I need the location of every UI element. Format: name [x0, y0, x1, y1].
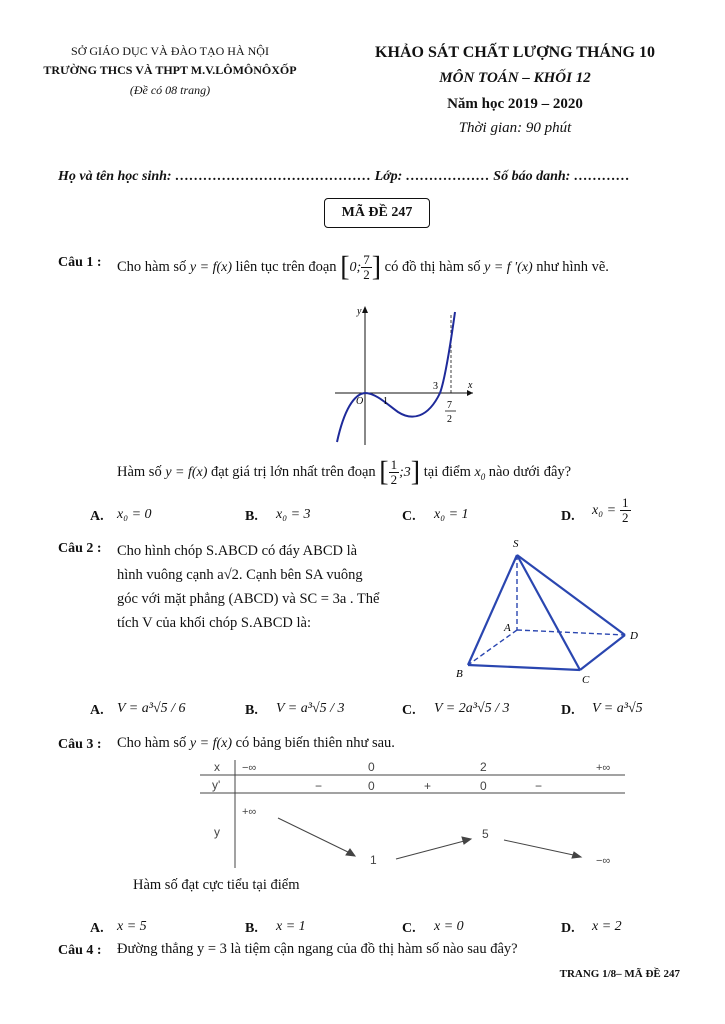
arrow-head-2	[462, 837, 471, 844]
arrow-head-3	[572, 852, 581, 858]
row-yp-label: y'	[212, 778, 221, 792]
x-label: x	[468, 380, 473, 391]
q3-opt-d[interactable]: x = 2	[592, 919, 622, 934]
tick-2: 2	[447, 414, 452, 425]
q1-follow-a: Hàm số	[117, 464, 162, 480]
y-val-pos-inf: +∞	[242, 806, 257, 818]
q1-follow: Hàm số y = f(x) đạt giá trị lớn nhất trên đoạn [ $\frac{1}{2}$ ;3] tại điểm $x_0$ nào dưới đây?	[117, 456, 572, 488]
tick-7: 7	[447, 400, 452, 411]
q2-opt-a-letter[interactable]: A.	[90, 703, 104, 718]
y-axis-arrow	[362, 306, 368, 313]
yp-sign-3: −	[535, 779, 543, 793]
q3-opt-d-letter[interactable]: D.	[561, 921, 575, 936]
q1-opt-b[interactable]: x₀ = 3	[276, 507, 311, 522]
q1-follow-c: tại điểm	[423, 464, 471, 480]
student-info-line: Họ và tên học sinh: …………………………………… Lớp: ……………… Số báo danh: …………	[58, 169, 630, 184]
tick-1: 1	[383, 396, 388, 407]
arrow-head-1	[346, 849, 355, 856]
q3-opt-c[interactable]: x = 0	[434, 919, 464, 934]
vertex-c: C	[582, 674, 590, 685]
q2-stem	[117, 539, 402, 635]
yp-zero-1: 0	[368, 779, 375, 793]
dept-name: SỞ GIÁO DỤC VÀ ĐÀO TẠO HÀ NỘI	[71, 44, 269, 58]
q2-line-1: Cho hình chóp S.ABCD có đáy ABCD là	[117, 543, 358, 559]
x-val-neg-inf: −∞	[242, 762, 257, 774]
q1-opt-d[interactable]: x₀ = $\frac{1}{2}$	[592, 495, 629, 525]
q3-opt-b[interactable]: x = 1	[276, 919, 306, 934]
q4-stem: Đường thẳng y = 3 là tiệm cận ngang của đồ thị hàm số nào sau đây?	[117, 941, 518, 957]
q3-opt-a[interactable]: x = 5	[117, 919, 147, 934]
edge-cd	[580, 635, 625, 670]
school-name: TRƯỜNG THCS VÀ THPT M.V.LÔMÔNÔXỐP	[43, 63, 297, 77]
edge-bc	[468, 665, 580, 670]
exam-title: KHẢO SÁT CHẤT LƯỢNG THÁNG 10	[375, 44, 655, 61]
q2-opt-d-letter[interactable]: D.	[561, 703, 575, 718]
vertex-b: B	[456, 668, 463, 680]
arrow-down-2	[504, 840, 578, 856]
vertex-s: S	[513, 538, 519, 550]
edge-sd	[517, 555, 625, 635]
q3-opt-c-letter[interactable]: C.	[402, 921, 416, 936]
q3-follow: Hàm số đạt cực tiểu tại điểm	[133, 877, 300, 893]
yp-sign-1: −	[315, 779, 323, 793]
arrow-down-1	[278, 818, 352, 854]
q1-opt-d-letter[interactable]: D.	[561, 509, 575, 524]
tick-3: 3	[433, 381, 438, 392]
q2-line-2: hình vuông cạnh a√2. Cạnh bên SA vuông	[117, 567, 363, 583]
q1-opt-c-letter[interactable]: C.	[402, 509, 416, 524]
q2-pyramid-figure	[450, 535, 650, 685]
x-val-pos-inf: +∞	[596, 762, 611, 774]
page-footer: TRANG 1/8– MÃ ĐỀ 247	[559, 968, 680, 980]
school-year: Năm học 2019 – 2020	[447, 96, 583, 112]
origin-label: O	[356, 396, 364, 407]
q1-follow-d: nào dưới đây?	[488, 464, 572, 480]
q3-label: Câu 3 :	[58, 737, 102, 752]
q1-label: Câu 1 :	[58, 255, 102, 270]
q3-variation-table	[200, 758, 630, 870]
yp-sign-2: +	[424, 779, 432, 793]
vertex-a: A	[504, 622, 511, 634]
row-y-label: y	[214, 825, 220, 839]
vertex-d: D	[630, 630, 638, 642]
q2-line-3: góc với mặt phẳng (ABCD) và SC = 3a . Thể	[117, 591, 380, 607]
q1-stem-c: có đồ thị hàm số	[384, 259, 481, 275]
q2-opt-b-letter[interactable]: B.	[245, 703, 258, 718]
q3-stem-b: có bảng biến thiên như sau.	[235, 735, 395, 751]
q3-stem: Cho hàm số y = f(x) có bảng biến thiên như sau.	[117, 735, 395, 751]
q1-stem: Cho hàm số y = f(x) liên tục trên đoạn [0; $\frac{7}{2}$ ] có đồ thị hàm số y = f '(x) như hình vẽ.	[117, 251, 609, 283]
q2-label: Câu 2 :	[58, 541, 102, 556]
y-val-neg-inf: −∞	[596, 855, 611, 867]
q1-opt-a-letter[interactable]: A.	[90, 509, 104, 524]
q3-stem-a: Cho hàm số	[117, 735, 187, 751]
row-x-label: x	[214, 760, 220, 774]
arrow-up	[396, 840, 468, 859]
q2-opt-b[interactable]: V = a³√5 / 3	[276, 701, 345, 716]
q3-opt-a-letter[interactable]: A.	[90, 921, 104, 936]
edge-sb	[468, 555, 517, 665]
derivative-curve	[337, 312, 455, 442]
q2-line-4: tích V của khối chóp S.ABCD là:	[117, 615, 311, 631]
exam-time: Thời gian: 90 phút	[458, 120, 572, 136]
q1-stem-a: Cho hàm số	[117, 259, 187, 275]
edge-ad	[517, 630, 625, 635]
q4-label: Câu 4 :	[58, 943, 102, 958]
q1-stem-b: liên tục trên đoạn	[235, 259, 337, 275]
y-val-1: 1	[370, 853, 377, 867]
q2-opt-c[interactable]: V = 2a³√5 / 3	[434, 701, 510, 716]
exam-code-box: MÃ ĐỀ 247	[324, 198, 430, 228]
q2-opt-d[interactable]: V = a³√5	[592, 701, 643, 716]
q1-stem-d: như hình vẽ.	[536, 259, 609, 275]
q1-opt-c[interactable]: x₀ = 1	[434, 507, 469, 522]
y-label: y	[357, 306, 362, 317]
q1-follow-b: đạt giá trị lớn nhất trên đoạn	[210, 464, 376, 480]
q2-opt-c-letter[interactable]: C.	[402, 703, 416, 718]
q1-opt-a[interactable]: x₀ = 0	[117, 507, 152, 522]
q2-opt-a[interactable]: V = a³√5 / 6	[117, 701, 186, 716]
exam-subject: MÔN TOÁN – KHỐI 12	[439, 70, 591, 86]
yp-zero-2: 0	[480, 779, 487, 793]
x-val-2: 2	[480, 760, 487, 774]
q1-opt-d-text: x₀ =	[592, 503, 617, 519]
q3-opt-b-letter[interactable]: B.	[245, 921, 258, 936]
y-val-5: 5	[482, 827, 489, 841]
q1-graph	[330, 300, 480, 450]
page-count: (Đề có 08 trang)	[129, 83, 211, 97]
edge-sc	[517, 555, 580, 670]
q1-opt-b-letter[interactable]: B.	[245, 509, 258, 524]
x-val-0: 0	[368, 760, 375, 774]
